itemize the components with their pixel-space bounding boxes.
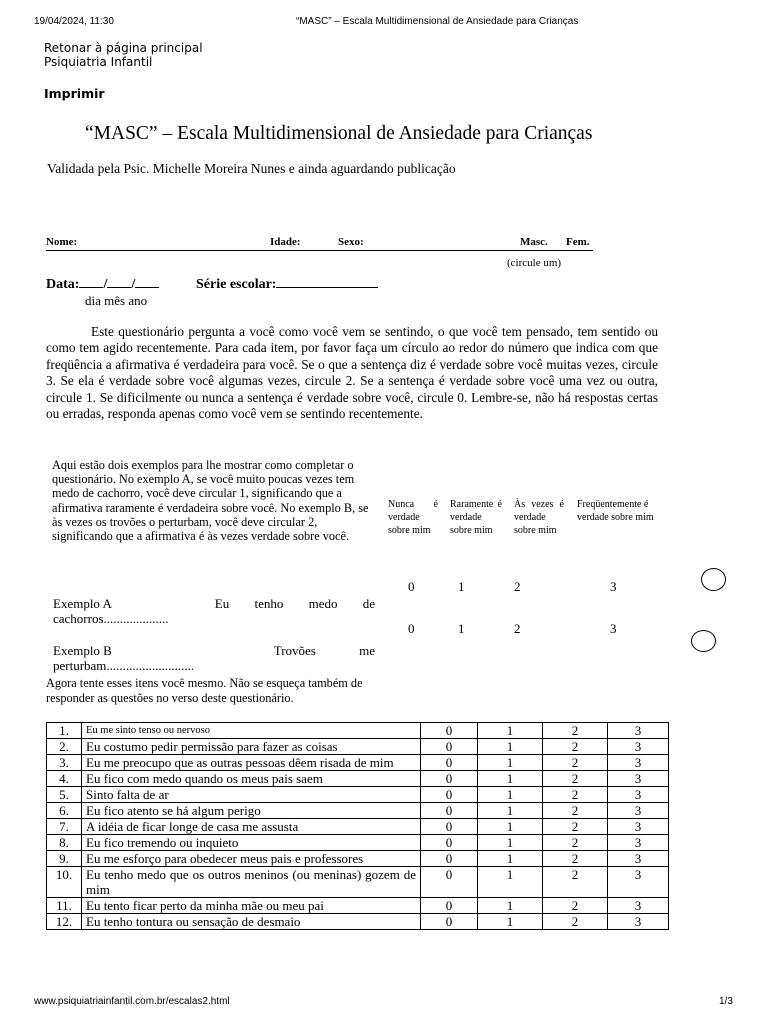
- example-b-text-1: Trovões me: [273, 643, 375, 658]
- item-option-3[interactable]: 3: [608, 898, 669, 914]
- idade-label: Idade:: [270, 236, 301, 248]
- item-option-1[interactable]: 1: [478, 851, 543, 867]
- table-row: [47, 914, 669, 930]
- item-option-0[interactable]: 0: [421, 787, 478, 803]
- item-option-2[interactable]: 2: [543, 835, 608, 851]
- item-number: 7.: [47, 819, 82, 835]
- table-row: [47, 755, 669, 771]
- item-option-2[interactable]: 2: [543, 803, 608, 819]
- item-option-0[interactable]: 0: [421, 835, 478, 851]
- instructions-paragraph: Este questionário pergunta a você como você vem se sentindo, o que você tem pensado, tem sentido ou como tem agido recentemente. Para cada item, por favor faça um círculo ao redor do número que indica com que freqüência a afirmativa é verdadeira para você. Se o que a sentença diz é verdade sobre você muitas vezes, circule 3. Se ela é verdade sobre você algumas vezes, circule 2. Se a sentença é verdade sobre você uma vez ou outra, circule 1. Se dificilmente ou nunca a sentença é verdade sobre você, circule 0. Lembre-se, não há respostas certas ou erradas, responda apenas como você vem se sentindo recentemente.: [46, 324, 658, 422]
- example-b-answer-circle: [691, 630, 716, 652]
- serie-field: [196, 276, 378, 293]
- example-a: [53, 596, 375, 626]
- item-text: Eu fico com medo quando os meus pais saem: [82, 771, 421, 787]
- column-header-often: Freqüentemente é verdade sobre mim: [577, 499, 654, 523]
- back-to-home-link[interactable]: Retonar à página principal: [44, 41, 203, 55]
- column-header-sometimes: Às vezes é verdade sobre mim: [514, 499, 564, 536]
- item-option-2[interactable]: 2: [543, 771, 608, 787]
- date-hint: dia mês ano: [85, 293, 148, 308]
- example-b-value-3: 3: [610, 621, 617, 636]
- item-option-0[interactable]: 0: [421, 867, 478, 898]
- table-row: [47, 898, 669, 914]
- item-option-1[interactable]: 1: [478, 835, 543, 851]
- item-option-1[interactable]: 1: [478, 723, 543, 739]
- item-option-0[interactable]: 0: [421, 898, 478, 914]
- item-option-0[interactable]: 0: [421, 914, 478, 930]
- item-number: 9.: [47, 851, 82, 867]
- item-option-3[interactable]: 3: [608, 755, 669, 771]
- print-page-title: “MASC” – Escala Multidimensional de Ansiedade para Crianças: [296, 16, 579, 27]
- item-number: 5.: [47, 787, 82, 803]
- item-text: Eu tenho medo que os outros meninos (ou meninas) gozem de mim: [82, 867, 421, 898]
- table-row: [47, 739, 669, 755]
- item-number: 10.: [47, 867, 82, 898]
- item-option-3[interactable]: 3: [608, 914, 669, 930]
- questionnaire-items-table: [46, 722, 669, 930]
- item-text: Eu fico tremendo ou inquieto: [82, 835, 421, 851]
- item-option-2[interactable]: 2: [543, 787, 608, 803]
- item-option-1[interactable]: 1: [478, 771, 543, 787]
- sexo-label: Sexo:: [338, 236, 364, 248]
- item-text: Eu me esforço para obedecer meus pais e professores: [82, 851, 421, 867]
- example-a-label: Exemplo A: [53, 596, 112, 611]
- item-option-2[interactable]: 2: [543, 723, 608, 739]
- item-number: 4.: [47, 771, 82, 787]
- item-option-3[interactable]: 3: [608, 835, 669, 851]
- item-text: Eu tenho tontura ou sensação de desmaio: [82, 914, 421, 930]
- item-text: Eu costumo pedir permissão para fazer as coisas: [82, 739, 421, 755]
- example-b-value-0: 0: [408, 621, 415, 636]
- item-option-2[interactable]: 2: [543, 867, 608, 898]
- item-option-2[interactable]: 2: [543, 755, 608, 771]
- item-number: 3.: [47, 755, 82, 771]
- table-row: [47, 771, 669, 787]
- print-link[interactable]: Imprimir: [44, 86, 105, 101]
- item-option-1[interactable]: 1: [478, 803, 543, 819]
- item-text: Eu fico atento se há algum perigo: [82, 803, 421, 819]
- item-option-2[interactable]: 2: [543, 914, 608, 930]
- item-text: Eu me sinto tenso ou nervoso: [82, 723, 421, 739]
- table-row: [47, 835, 669, 851]
- example-a-value-3: 3: [610, 579, 617, 594]
- item-option-0[interactable]: 0: [421, 819, 478, 835]
- table-row: [47, 851, 669, 867]
- item-number: 6.: [47, 803, 82, 819]
- column-header-never: Nunca é verdade sobre mim: [388, 499, 438, 536]
- item-option-2[interactable]: 2: [543, 819, 608, 835]
- masc-option: Masc.: [520, 236, 548, 248]
- item-option-0[interactable]: 0: [421, 755, 478, 771]
- item-option-0[interactable]: 0: [421, 851, 478, 867]
- table-row: [47, 787, 669, 803]
- item-number: 2.: [47, 739, 82, 755]
- item-number: 12.: [47, 914, 82, 930]
- item-option-1[interactable]: 1: [478, 898, 543, 914]
- instructions: [46, 324, 658, 422]
- table-row: [47, 723, 669, 739]
- item-option-3[interactable]: 3: [608, 739, 669, 755]
- item-option-1[interactable]: 1: [478, 819, 543, 835]
- item-number: 8.: [47, 835, 82, 851]
- example-b-label: Exemplo B: [53, 643, 112, 658]
- nome-label: Nome:: [46, 236, 78, 248]
- page-title: “MASC” – Escala Multidimensional de Ansiedade para Crianças: [85, 123, 593, 144]
- item-option-0[interactable]: 0: [421, 723, 478, 739]
- date-field: Data: / /: [46, 276, 159, 293]
- table-row: [47, 803, 669, 819]
- example-a-text-1: Eu tenho medo de: [214, 596, 375, 611]
- serie-label: Série escolar:: [196, 277, 277, 292]
- example-b: [53, 643, 375, 673]
- print-footer-page: 1/3: [719, 996, 733, 1007]
- item-option-2[interactable]: 2: [543, 739, 608, 755]
- print-datetime: 19/04/2024, 11:30: [34, 16, 114, 27]
- example-a-value-0: 0: [408, 579, 415, 594]
- item-option-0[interactable]: 0: [421, 739, 478, 755]
- item-text: Sinto falta de ar: [82, 787, 421, 803]
- item-number: 11.: [47, 898, 82, 914]
- item-option-1[interactable]: 1: [478, 914, 543, 930]
- item-option-0[interactable]: 0: [421, 803, 478, 819]
- item-option-3[interactable]: 3: [608, 787, 669, 803]
- example-a-answer-circle: [701, 568, 726, 591]
- item-option-1[interactable]: 1: [478, 739, 543, 755]
- item-option-3[interactable]: 3: [608, 771, 669, 787]
- examples-explanation: Aqui estão dois exemplos para lhe mostrar como completar o questionário. No exemplo A, se você muito poucas vezes tem medo de cachorro, você deve circular 1, significando que a afirmativa raramente é verdadeira sobre você. No exemplo B, se às vezes os trovões o perturbam, você deve circular 2, significando que a afirmativa é às vezes verdade sobre você.: [52, 458, 369, 544]
- item-text: Eu me preocupo que as outras pessoas dêem risada de mim: [82, 755, 421, 771]
- item-option-1[interactable]: 1: [478, 787, 543, 803]
- example-b-value-2: 2: [514, 621, 521, 636]
- item-option-3[interactable]: 3: [608, 803, 669, 819]
- example-a-text-2: cachorros....................: [53, 611, 169, 626]
- item-option-1[interactable]: 1: [478, 755, 543, 771]
- item-option-0[interactable]: 0: [421, 771, 478, 787]
- item-option-3[interactable]: 3: [608, 867, 669, 898]
- table-row: [47, 867, 669, 898]
- item-option-3[interactable]: 3: [608, 819, 669, 835]
- print-footer-url: www.psiquiatriainfantil.com.br/escalas2.html: [34, 996, 230, 1007]
- fem-option: Fem.: [566, 236, 590, 248]
- psiquiatria-infantil-link[interactable]: Psiquiatria Infantil: [44, 55, 153, 69]
- data-label: Data:: [46, 277, 80, 292]
- table-row: [47, 819, 669, 835]
- item-option-2[interactable]: 2: [543, 898, 608, 914]
- item-option-3[interactable]: 3: [608, 851, 669, 867]
- example-b-value-1: 1: [458, 621, 465, 636]
- form-identification-line: [46, 236, 593, 251]
- nav-links: [44, 41, 203, 69]
- example-a-value-1: 1: [458, 579, 465, 594]
- examples-closing-note: Agora tente esses itens você mesmo. Não se esqueça também de responder as questões no verso deste questionário.: [46, 676, 363, 705]
- item-option-3[interactable]: 3: [608, 723, 669, 739]
- item-text: Eu tento ficar perto da minha mãe ou meu pai: [82, 898, 421, 914]
- column-header-rarely: Raramente é verdade sobre mim: [450, 499, 502, 536]
- item-option-1[interactable]: 1: [478, 867, 543, 898]
- example-b-text-2: perturbam...........................: [53, 658, 195, 673]
- circle-one-note: (circule um): [507, 257, 562, 269]
- example-a-value-2: 2: [514, 579, 521, 594]
- item-text: A idéia de ficar longe de casa me assusta: [82, 819, 421, 835]
- item-option-2[interactable]: 2: [543, 851, 608, 867]
- page-subtitle: Validada pela Psic. Michelle Moreira Nunes e ainda aguardando publicação: [47, 161, 456, 176]
- item-number: 1.: [47, 723, 82, 739]
